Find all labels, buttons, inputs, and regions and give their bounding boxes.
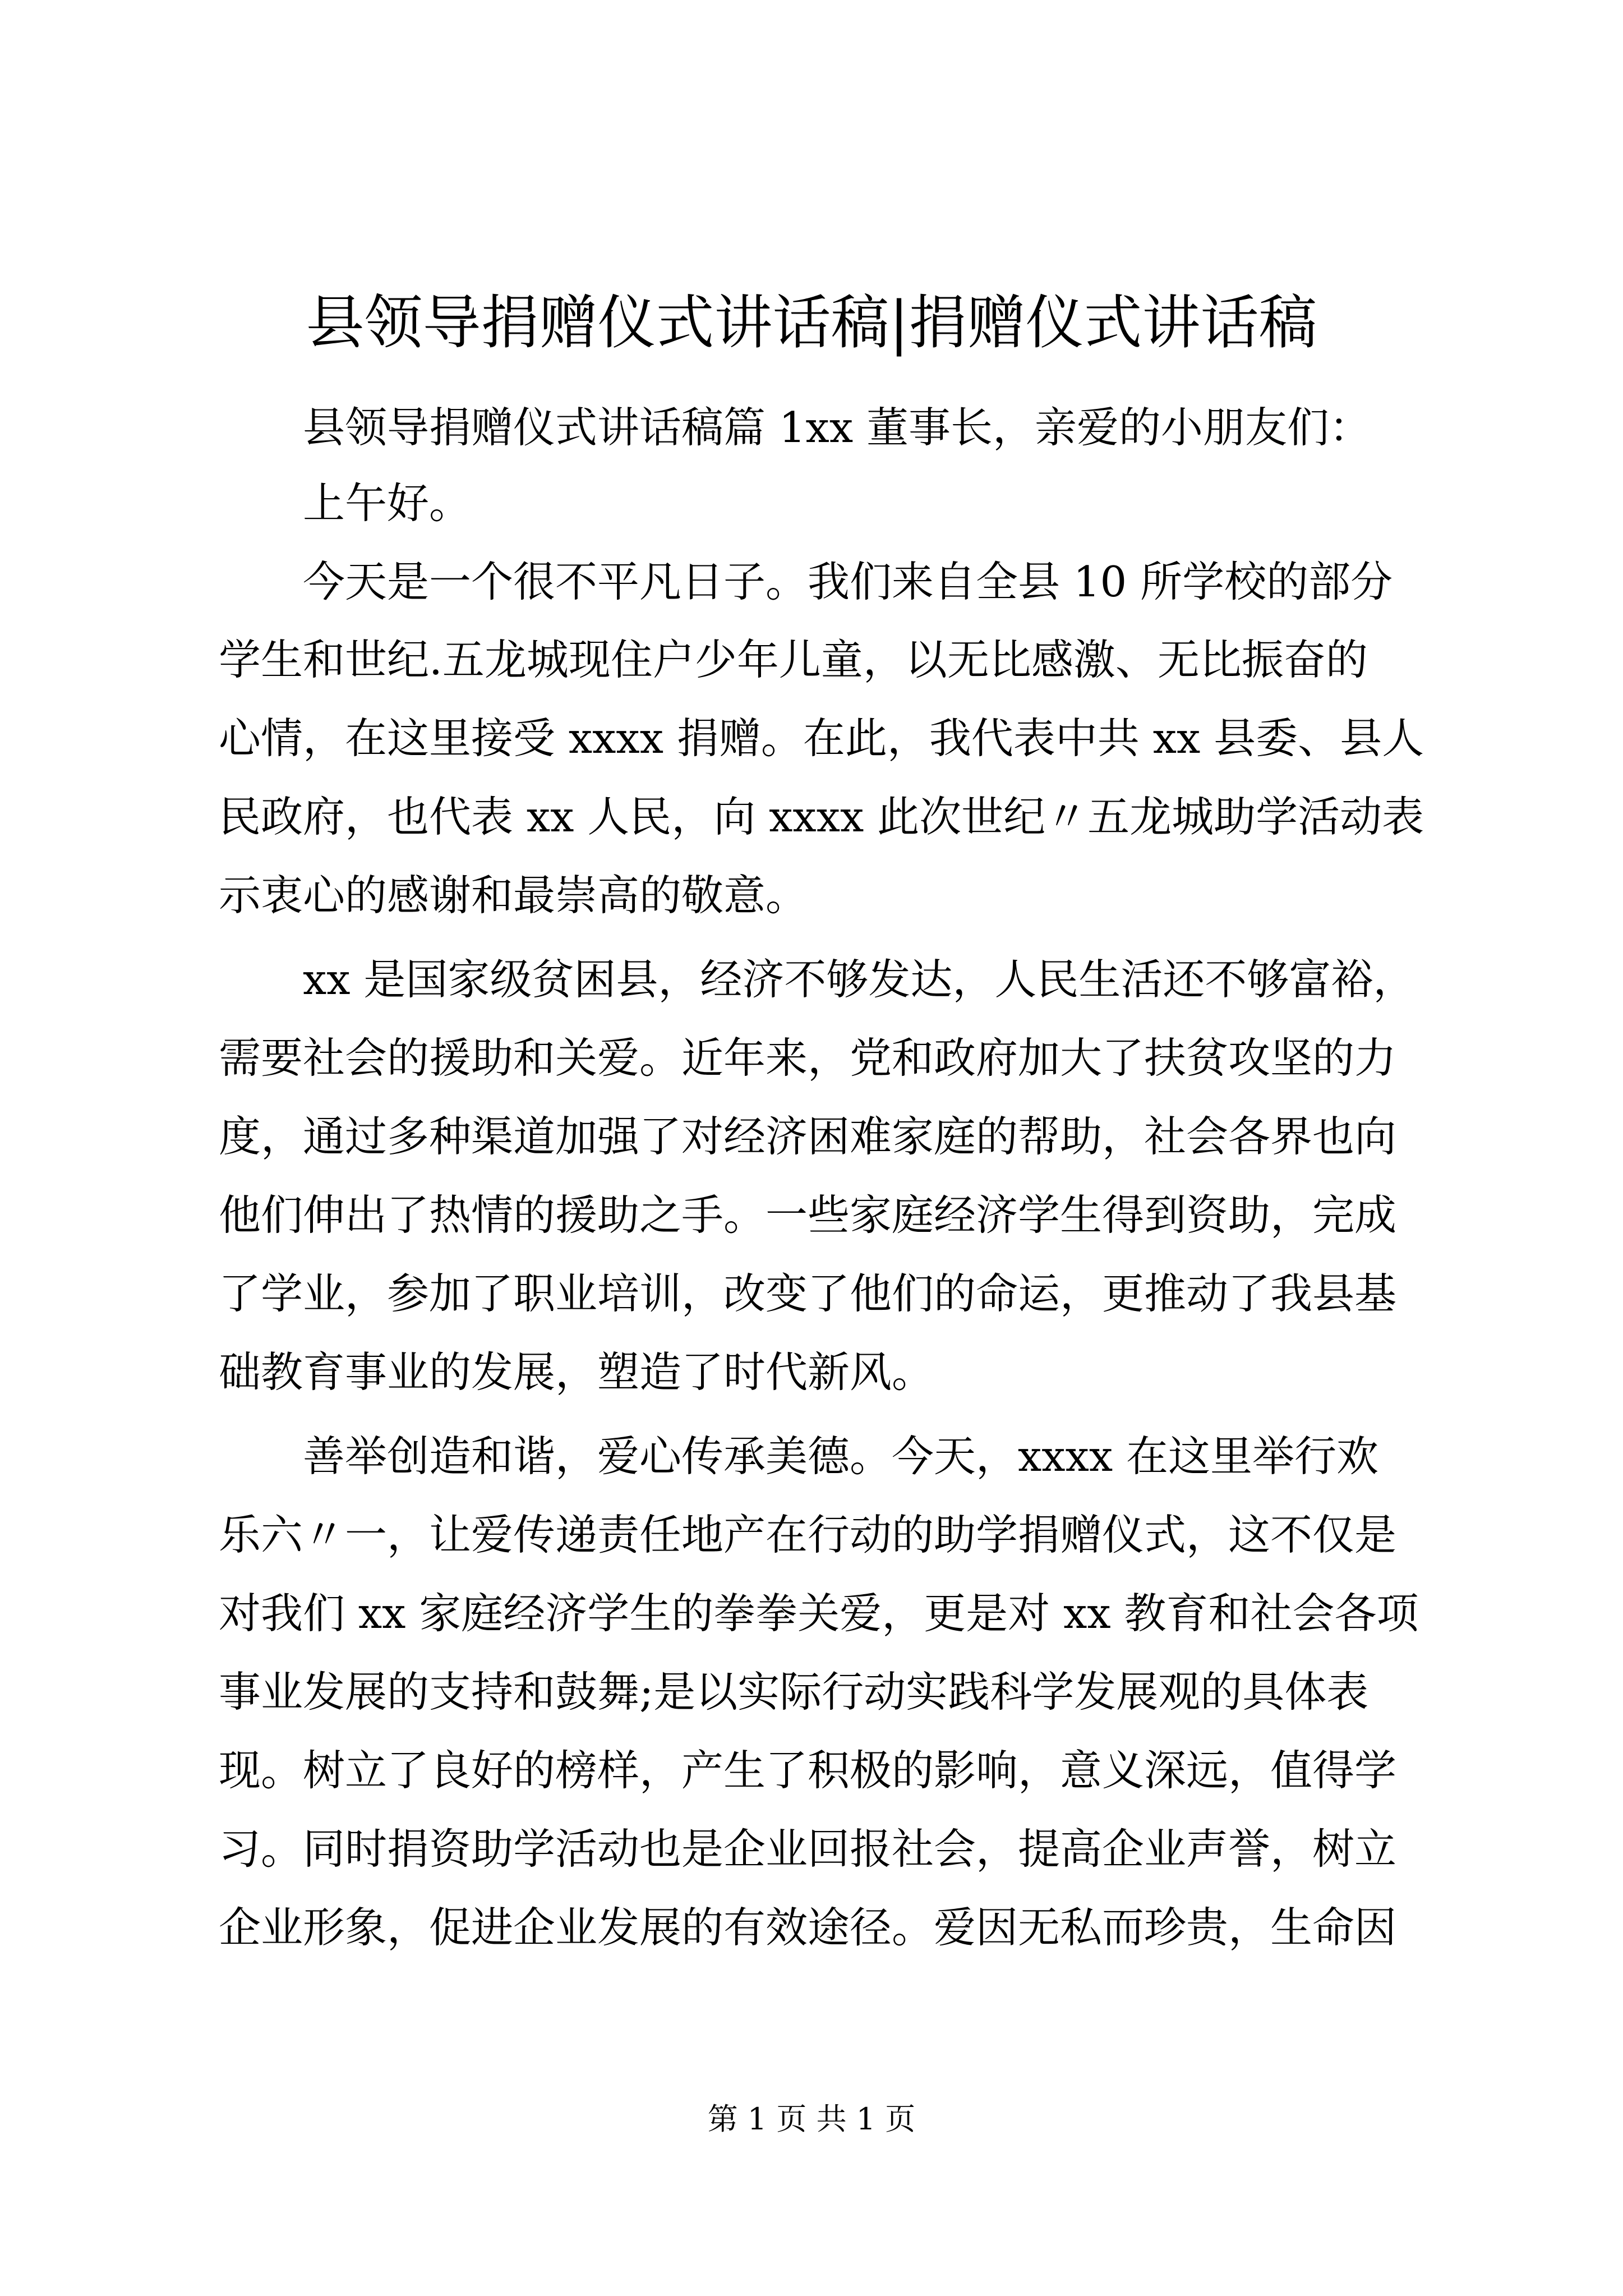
text-line: 善举创造和谐，爱心传承美德。今天，xxxx 在这里举行欢 bbox=[303, 1432, 1379, 1481]
text-line: 乐六〃一，让爱传递责任地产在行动的助学捐赠仪式，这不仅是 bbox=[219, 1510, 1397, 1559]
text-line: 他们伸出了热情的援助之手。一些家庭经济学生得到资助，完成 bbox=[219, 1190, 1397, 1240]
text-line: 今天是一个很不平凡日子。我们来自全县 10 所学校的部分 bbox=[303, 557, 1393, 606]
text-line: 对我们 xx 家庭经济学生的拳拳关爱，更是对 xx 教育和社会各项 bbox=[219, 1589, 1419, 1638]
text-line: 事业发展的支持和鼓舞;是以实际行动实践科学发展观的具体表 bbox=[219, 1667, 1369, 1717]
document-title: 县领导捐赠仪式讲话稿|捐赠仪式讲话稿 bbox=[306, 288, 1317, 357]
text-line: 企业形象，促进企业发展的有效途径。爱因无私而珍贵，生命因 bbox=[219, 1903, 1397, 1952]
text-line: 学生和世纪.五龙城现住户少年儿童，以无比感激、无比振奋的 bbox=[219, 635, 1368, 684]
text-line: 需要社会的援助和关爱。近年来，党和政府加大了扶贫攻坚的力 bbox=[219, 1033, 1397, 1083]
text-line: 了学业，参加了职业培训，改变了他们的命运，更推动了我县基 bbox=[219, 1269, 1397, 1318]
page-footer: 第 1 页 共 1 页 bbox=[707, 2101, 916, 2137]
text-line: 示衷心的感谢和最崇高的敬意。 bbox=[219, 871, 808, 920]
text-line: 心情，在这里接受 xxxx 捐赠。在此，我代表中共 xx 县委、县人 bbox=[219, 714, 1424, 763]
text-line: 习。同时捐资助学活动也是企业回报社会，提高企业声誉，树立 bbox=[219, 1824, 1397, 1874]
text-line: 础教育事业的发展，塑造了时代新风。 bbox=[219, 1347, 934, 1397]
text-line: xx 是国家级贫困县，经济不够发达，人民生活还不够富裕， bbox=[303, 955, 1415, 1004]
text-line: 县领导捐赠仪式讲话稿篇 1xx 董事长，亲爱的小朋友们： bbox=[303, 403, 1371, 452]
text-line: 民政府，也代表 xx 人民，向 xxxx 此次世纪〃五龙城助学活动表 bbox=[219, 792, 1424, 841]
text-line: 现。树立了良好的榜样，产生了积极的影响，意义深远，值得学 bbox=[219, 1746, 1397, 1795]
text-line: 上午好。 bbox=[303, 478, 472, 528]
text-line: 度，通过多种渠道加强了对经济困难家庭的帮助，社会各界也向 bbox=[219, 1112, 1397, 1161]
